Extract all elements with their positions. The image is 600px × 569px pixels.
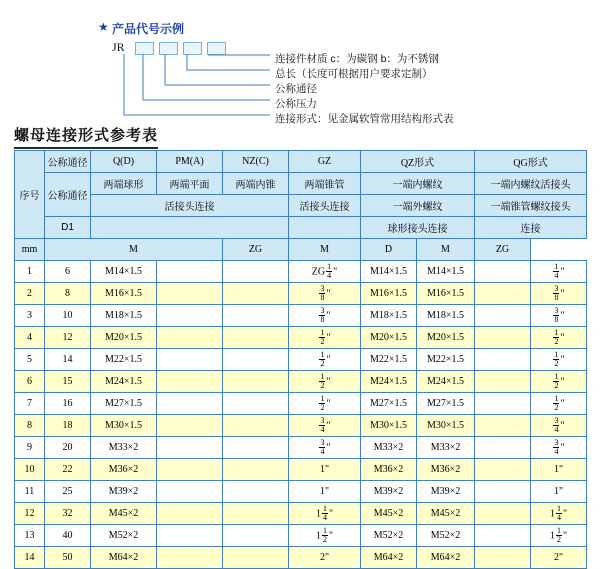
header-group-code-5: QG形式 bbox=[475, 151, 587, 173]
cell-qz-d: M33×2 bbox=[417, 437, 475, 459]
cell-qg-m bbox=[475, 305, 531, 327]
cell-seq: 8 bbox=[15, 415, 45, 437]
cell-qz-m: M27×1.5 bbox=[361, 393, 417, 415]
header-unit-m: M bbox=[45, 239, 223, 261]
cell-qg-zg: 1" bbox=[531, 481, 587, 503]
table-body bbox=[15, 261, 587, 569]
cell-pm bbox=[157, 437, 223, 459]
cell-qz-d: M45×2 bbox=[417, 503, 475, 525]
cell-gz: $\frac{1}{2}$ " bbox=[289, 349, 361, 371]
cell-qz-d: M36×2 bbox=[417, 459, 475, 481]
table-row bbox=[15, 393, 587, 415]
cell-qg-m bbox=[475, 283, 531, 305]
cell-qz-d: M27×1.5 bbox=[417, 393, 475, 415]
cell-qg-zg: 2" bbox=[531, 547, 587, 569]
product-code-prefix: JR bbox=[112, 40, 125, 54]
legend-title: 产品代号示例 bbox=[112, 22, 185, 36]
header-row-code bbox=[15, 151, 587, 173]
cell-qg-m bbox=[475, 459, 531, 481]
header-group-type-5: 一端内螺纹活接头 bbox=[475, 173, 587, 195]
header-d1: D1 bbox=[45, 217, 91, 239]
cell-qz-m: M14×1.5 bbox=[361, 261, 417, 283]
header-row-conn bbox=[15, 195, 587, 217]
cell-nz bbox=[223, 547, 289, 569]
cell-nz bbox=[223, 503, 289, 525]
cell-q: M27×1.5 bbox=[91, 393, 157, 415]
cell-qg-zg: 1" bbox=[531, 459, 587, 481]
nut-connection-spec-table bbox=[14, 150, 587, 569]
cell-dn: 40 bbox=[45, 525, 91, 547]
header-dn-label-2: 公称通径 bbox=[45, 173, 91, 217]
cell-dn: 22 bbox=[45, 459, 91, 481]
header-unit-qz-m: M bbox=[289, 239, 361, 261]
header-unit-qg-zg: ZG bbox=[475, 239, 531, 261]
header-group-conn-4: 球形接头连接 bbox=[361, 217, 475, 239]
cell-seq: 4 bbox=[15, 327, 45, 349]
cell-q: M30×1.5 bbox=[91, 415, 157, 437]
cell-seq: 13 bbox=[15, 525, 45, 547]
legend-desc-nominal-pressure: 公称压力 bbox=[275, 98, 317, 110]
cell-dn: 8 bbox=[45, 283, 91, 305]
table-header bbox=[15, 151, 587, 261]
cell-qz-d: M52×2 bbox=[417, 525, 475, 547]
cell-seq: 2 bbox=[15, 283, 45, 305]
star-icon: ★ bbox=[98, 20, 109, 34]
cell-qz-d: M30×1.5 bbox=[417, 415, 475, 437]
spec-table-container bbox=[14, 150, 586, 569]
cell-qz-m: M45×2 bbox=[361, 503, 417, 525]
legend-desc-connection-type: 连接形式：见金属软管常用结构形式表 bbox=[275, 113, 454, 125]
cell-dn: 15 bbox=[45, 371, 91, 393]
cell-nz bbox=[223, 437, 289, 459]
table-row bbox=[15, 525, 587, 547]
header-group-type-2: 两端内锥 bbox=[223, 173, 289, 195]
cell-gz: 1" bbox=[289, 481, 361, 503]
cell-dn: 12 bbox=[45, 327, 91, 349]
cell-qg-m bbox=[475, 261, 531, 283]
cell-qg-zg: $\frac{3}{4}$ " bbox=[531, 415, 587, 437]
cell-nz bbox=[223, 371, 289, 393]
cell-qz-m: M33×2 bbox=[361, 437, 417, 459]
cell-qg-m bbox=[475, 371, 531, 393]
cell-q: M22×1.5 bbox=[91, 349, 157, 371]
cell-pm bbox=[157, 305, 223, 327]
cell-qg-m bbox=[475, 547, 531, 569]
cell-gz: 2" bbox=[289, 547, 361, 569]
legend-desc-length: 总长（长度可根据用户要求定制） bbox=[275, 68, 433, 80]
product-code-legend bbox=[0, 0, 600, 125]
cell-q: M24×1.5 bbox=[91, 371, 157, 393]
table-row bbox=[15, 305, 587, 327]
cell-q: M36×2 bbox=[91, 459, 157, 481]
cell-qz-m: M52×2 bbox=[361, 525, 417, 547]
cell-qz-m: M36×2 bbox=[361, 459, 417, 481]
header-group-conn-5: 连接 bbox=[475, 217, 587, 239]
cell-gz: $\frac{3}{8}$ " bbox=[289, 305, 361, 327]
cell-pm bbox=[157, 349, 223, 371]
header-group-type2-4: 一端外螺纹 bbox=[361, 195, 475, 217]
cell-qg-m bbox=[475, 349, 531, 371]
cell-q: M20×1.5 bbox=[91, 327, 157, 349]
header-group-type-1: 两端平面 bbox=[157, 173, 223, 195]
cell-seq: 14 bbox=[15, 547, 45, 569]
cell-qg-zg: $\frac{1}{2}$ " bbox=[531, 349, 587, 371]
cell-dn: 16 bbox=[45, 393, 91, 415]
cell-qz-d: M20×1.5 bbox=[417, 327, 475, 349]
cell-gz: 1 $\frac{1}{2}$ " bbox=[289, 525, 361, 547]
cell-nz bbox=[223, 261, 289, 283]
cell-seq: 1 bbox=[15, 261, 45, 283]
cell-q: M52×2 bbox=[91, 525, 157, 547]
cell-qz-m: M16×1.5 bbox=[361, 283, 417, 305]
cell-gz: $\frac{3}{4}$ " bbox=[289, 415, 361, 437]
header-row-units bbox=[15, 239, 587, 261]
table-row bbox=[15, 547, 587, 569]
cell-dn: 25 bbox=[45, 481, 91, 503]
table-row bbox=[15, 261, 587, 283]
cell-qg-m bbox=[475, 327, 531, 349]
cell-gz: $\frac{3}{8}$ " bbox=[289, 283, 361, 305]
table-row bbox=[15, 327, 587, 349]
cell-pm bbox=[157, 327, 223, 349]
cell-q: M16×1.5 bbox=[91, 283, 157, 305]
cell-qz-d: M16×1.5 bbox=[417, 283, 475, 305]
cell-pm bbox=[157, 393, 223, 415]
header-seq: 序号 bbox=[15, 151, 45, 239]
header-unit-qg-m: M bbox=[417, 239, 475, 261]
cell-dn: 50 bbox=[45, 547, 91, 569]
cell-pm bbox=[157, 459, 223, 481]
cell-seq: 12 bbox=[15, 503, 45, 525]
cell-seq: 6 bbox=[15, 371, 45, 393]
cell-pm bbox=[157, 261, 223, 283]
cell-qg-zg: $\frac{1}{2}$ " bbox=[531, 393, 587, 415]
header-group-conn-3: 活接头连接 bbox=[289, 195, 361, 217]
table-row bbox=[15, 503, 587, 525]
table-row bbox=[15, 437, 587, 459]
cell-q: M45×2 bbox=[91, 503, 157, 525]
cell-nz bbox=[223, 415, 289, 437]
cell-qz-m: M39×2 bbox=[361, 481, 417, 503]
header-group-type-0: 两端球形 bbox=[91, 173, 157, 195]
cell-nz bbox=[223, 481, 289, 503]
cell-nz bbox=[223, 459, 289, 481]
cell-qz-d: M18×1.5 bbox=[417, 305, 475, 327]
header-group-code-0: Q(D) bbox=[91, 151, 157, 173]
cell-gz: 1 $\frac{1}{4}$ " bbox=[289, 503, 361, 525]
cell-q: M64×2 bbox=[91, 547, 157, 569]
header-blank-mid bbox=[91, 217, 289, 239]
cell-seq: 3 bbox=[15, 305, 45, 327]
cell-qg-zg: $\frac{3}{4}$ " bbox=[531, 437, 587, 459]
cell-dn: 10 bbox=[45, 305, 91, 327]
cell-gz: $\frac{1}{2}$ " bbox=[289, 393, 361, 415]
cell-pm bbox=[157, 415, 223, 437]
cell-q: M33×2 bbox=[91, 437, 157, 459]
cell-qz-m: M64×2 bbox=[361, 547, 417, 569]
header-row-d1 bbox=[15, 217, 587, 239]
cell-dn: 18 bbox=[45, 415, 91, 437]
cell-qg-zg: $\frac{3}{8}$ " bbox=[531, 305, 587, 327]
cell-qg-zg: $\frac{1}{4}$ " bbox=[531, 261, 587, 283]
cell-seq: 5 bbox=[15, 349, 45, 371]
cell-qg-m bbox=[475, 481, 531, 503]
header-group-type-4: 一端内螺纹 bbox=[361, 173, 475, 195]
cell-nz bbox=[223, 305, 289, 327]
cell-qg-m bbox=[475, 393, 531, 415]
header-group-type-3: 两端锥管 bbox=[289, 173, 361, 195]
header-row-type bbox=[15, 173, 587, 195]
cell-qz-d: M22×1.5 bbox=[417, 349, 475, 371]
cell-nz bbox=[223, 525, 289, 547]
table-row bbox=[15, 481, 587, 503]
cell-q: M18×1.5 bbox=[91, 305, 157, 327]
cell-seq: 10 bbox=[15, 459, 45, 481]
cell-qz-d: M24×1.5 bbox=[417, 371, 475, 393]
cell-pm bbox=[157, 547, 223, 569]
cell-dn: 32 bbox=[45, 503, 91, 525]
cell-nz bbox=[223, 283, 289, 305]
header-unit-zg: ZG bbox=[223, 239, 289, 261]
cell-dn: 14 bbox=[45, 349, 91, 371]
cell-qz-m: M30×1.5 bbox=[361, 415, 417, 437]
cell-qz-d: M64×2 bbox=[417, 547, 475, 569]
header-dn-label: 公称通径 bbox=[45, 151, 91, 173]
table-row bbox=[15, 371, 587, 393]
cell-qz-m: M24×1.5 bbox=[361, 371, 417, 393]
header-group-code-1: PM(A) bbox=[157, 151, 223, 173]
header-group-code-2: NZ(C) bbox=[223, 151, 289, 173]
table-row bbox=[15, 459, 587, 481]
cell-dn: 6 bbox=[45, 261, 91, 283]
cell-qg-zg: $\frac{3}{8}$ " bbox=[531, 283, 587, 305]
table-row bbox=[15, 415, 587, 437]
cell-q: M39×2 bbox=[91, 481, 157, 503]
cell-gz: $\frac{3}{4}$ " bbox=[289, 437, 361, 459]
cell-nz bbox=[223, 393, 289, 415]
cell-pm bbox=[157, 525, 223, 547]
cell-qg-zg: $\frac{1}{2}$ " bbox=[531, 371, 587, 393]
header-group-code-4: QZ形式 bbox=[361, 151, 475, 173]
header-unit-qz-d: D bbox=[361, 239, 417, 261]
cell-pm bbox=[157, 481, 223, 503]
header-blank-gz bbox=[289, 217, 361, 239]
cell-qg-zg: 1 $\frac{1}{2}$ " bbox=[531, 525, 587, 547]
cell-dn: 20 bbox=[45, 437, 91, 459]
header-group-conn-0: 活接头连接 bbox=[91, 195, 289, 217]
cell-gz: $\frac{1}{2}$ " bbox=[289, 371, 361, 393]
cell-gz: $\frac{1}{2}$ " bbox=[289, 327, 361, 349]
cell-qg-zg: 1 $\frac{1}{4}$ " bbox=[531, 503, 587, 525]
cell-seq: 7 bbox=[15, 393, 45, 415]
cell-qg-m bbox=[475, 437, 531, 459]
cell-seq: 9 bbox=[15, 437, 45, 459]
cell-nz bbox=[223, 349, 289, 371]
legend-desc-material: 连接件材质 c：为碳钢 b：为不锈钢 bbox=[275, 53, 439, 65]
header-unit-mm: mm bbox=[15, 239, 45, 261]
header-group-code-3: GZ bbox=[289, 151, 361, 173]
cell-q: M14×1.5 bbox=[91, 261, 157, 283]
cell-qg-m bbox=[475, 525, 531, 547]
cell-seq: 11 bbox=[15, 481, 45, 503]
cell-qg-zg: $\frac{1}{2}$ " bbox=[531, 327, 587, 349]
section-heading: 螺母连接形式参考表 bbox=[14, 124, 158, 149]
cell-qz-d: M14×1.5 bbox=[417, 261, 475, 283]
table-row bbox=[15, 349, 587, 371]
cell-qz-m: M18×1.5 bbox=[361, 305, 417, 327]
cell-pm bbox=[157, 503, 223, 525]
cell-qz-m: M22×1.5 bbox=[361, 349, 417, 371]
cell-gz: ZG $\frac{1}{4}$ " bbox=[289, 261, 361, 283]
cell-pm bbox=[157, 283, 223, 305]
cell-qg-m bbox=[475, 503, 531, 525]
cell-nz bbox=[223, 327, 289, 349]
cell-qz-m: M20×1.5 bbox=[361, 327, 417, 349]
cell-gz: 1" bbox=[289, 459, 361, 481]
header-group-type2-5: 一端锥管螺纹接头 bbox=[475, 195, 587, 217]
cell-pm bbox=[157, 371, 223, 393]
cell-qg-m bbox=[475, 415, 531, 437]
legend-desc-nominal-diameter: 公称通径 bbox=[275, 83, 317, 95]
cell-qz-d: M39×2 bbox=[417, 481, 475, 503]
table-row bbox=[15, 283, 587, 305]
